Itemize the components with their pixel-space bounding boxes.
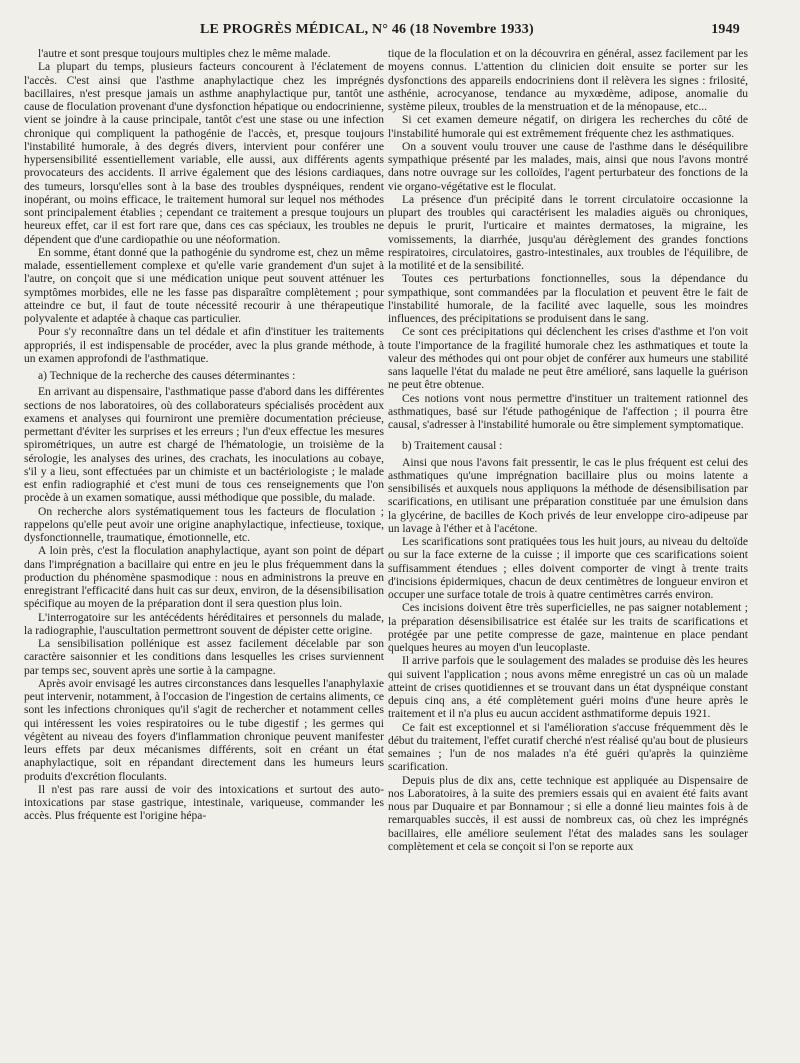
page-number: 1949 (711, 22, 740, 37)
paragraph: Il n'est pas rare aussi de voir des intoxications et surtout des auto-intoxications par stase gastrique, intestinale, variqueuse, commander les accès. Plus fréquente est l'origine hépa- (24, 783, 384, 823)
paragraph: Ce sont ces précipitations qui déclenchent les crises d'asthme et l'on voit toute l'importance de la fragilité humorale chez les asthmatiques et toute la valeur des méthodes qui ont pour objet de conférer aux humeurs une stabilité sans laquelle l'état du malade ne peut être amélioré, sans laquelle la guérison ne peut être obtenue. (388, 326, 748, 392)
paragraph: Les scarifications sont pratiquées tous les huit jours, au niveau du deltoïde ou sur la face externe de la cuisse ; il importe que ces scarifications soient suffisamment étendues ; elles doivent comporter de vingt à trente traits d'incisions épidermiques, chacun de deux centimètres de longueur environ et occuper une surface totale de trois à quatre centimètres carrés environ. (388, 536, 748, 601)
paragraph: Toutes ces perturbations fonctionnelles, sous la dépendance du sympathique, sont commandées par la floculation et peuvent être le fait de l'instabilité humorale, de la facilité avec laquelle, sous les moindres influences, des précipitations se produisent dans le sang. (388, 273, 748, 325)
paragraph: La sensibilisation pollénique est assez facilement décelable par son caractère saisonnier et les conditions dans lesquelles les crises surviennent par temps sec, souvent après une sortie à la campagne. (24, 638, 384, 677)
paragraph: Après avoir envisagé les autres circonstances dans lesquelles l'anaphylaxie peut intervenir, notamment, à l'occasion de l'ingestion de certains aliments, ce sont les infections chroniques qu'il s'agit de rechercher et notamment celles qui intéressent les voies respiratoires ou le tube digestif ; les germes qui végètent au niveau des foyers d'inflammation chronique peuvent manifester leurs effets par deux mécanismes différents, soit en créant un état anaphylactique, soit en répandant directement dans les humeurs leurs produits d'excrétion floculants. (24, 677, 384, 783)
paragraph: En arrivant au dispensaire, l'asthmatique passe d'abord dans les différentes sections de nos laboratoires, où des collaborateurs spécialisés procèdent aux examens et analyses qui fourniront une première documentation précieuse, permettant d'éviter les surprises et les erreurs ; l'un d'eux effectue les mesures spirométriques, un autre est chargé de l'hématologie, un troisième de la sérologie, les analyses des urines, des crachats, les inoculations au cobaye, s'il y a lieu, sont effectuées par un chimiste et un bactériologiste ; le malade est enfin radiographié et c'est muni de tous ces renseignements que l'on procède à un examen somatique, aussi méthodique que possible, du malade. (24, 386, 384, 505)
paragraph: L'interrogatoire sur les antécédents héréditaires et personnels du malade, la radiographie, l'auscultation permettront souvent de dépister cette origine. (24, 611, 384, 637)
paragraph: La plupart du temps, plusieurs facteurs concourent à l'éclatement de l'accès. C'est ainsi que l'asthme anaphylactique chez les imprégnés bacillaires, n'est presque jamais un asthme anaphylactique pur, tantôt une cause de floculation provenant d'une dysfonction hépatique ou endocrinienne, vient se joindre à la cause principale, tantôt c'est une stase ou une infection chronique qui compliquent la pathogénie de l'accès, et, presque toujours l'instabilité humorale, à des degrés divers, intervient pour conférer une hypersensibilité essentiellement variable, elle aussi, aux différents agents provocateurs des accidents. Il arrive également que des lésions cardiaques, des tumeurs, lorsqu'elles sont à la base des troubles dyspnéiques, rendent inopérant, ou moins efficace, le traitement humoral sur lequel nos méthodes sont principalement établies ; cependant ce traitement a presque toujours un heureux effet, car il est fort rare que, dans ces cas spéciaux, les troubles ne dépendent que d'une cardiopathie ou une néoformation. (24, 61, 384, 246)
section-heading: a) Technique de la recherche des causes déterminantes : (38, 370, 296, 382)
paragraph: Pour s'y reconnaître dans un tel dédale et afin d'instituer les traitements appropriés, il est indispensable de procéder, avec la plus grande méthode, à un examen approfondi de l'asthmatique. (24, 326, 384, 365)
paragraph: A loin près, c'est la floculation anaphylactique, ayant son point de départ dans l'imprégnation a bacillaire qui entre en jeu le plus fréquemment dans la production du phénomène spasmodique : nous en administrons la preuve en enregistrant l'efficacité dans huit cas sur deux, environ, de la désensibilisation spécifique au moyen de la préparation dont il sera question plus loin. (24, 545, 384, 611)
journal-title: LE PROGRÈS MÉDICAL, N° 46 (18 Novembre 1933) (200, 22, 534, 37)
paragraph: On recherche alors systématiquement tous les facteurs de floculation ; rappelons qu'elle peut avoir une origine anaphylactique, infectieuse, toxique, dysfonctionnelle, traumatique, émotionnelle, etc. (24, 505, 384, 544)
paragraph: tique de la floculation et on la découvrira en général, assez facilement par les moyens connus. L'attention du clinicien doit ensuite se porter sur les dysfonctions des appareils endocriniens dont il relèvera les signes : frilosité, asthénie, acrocyanose, tendance au myxœdème, adipose, anomalie du système pileux, troubles de la menstruation et de la ménopause, etc... (388, 48, 748, 113)
paragraph: l'autre et sont presque toujours multiples chez le même malade. (38, 48, 331, 60)
section-heading: b) Traitement causal : (402, 440, 503, 453)
paragraph: La présence d'un précipité dans le torrent circulatoire occasionne la plupart des troubles qui caractérisent les maladies aiguës ou chroniques, depuis le prurit, l'urticaire et maintes dermatoses, la migraine, les vomissements, la diarrhée, jusqu'au dérèglement des grandes fonctions respiratoires, circulatoires, gastro-intestinales, aux troubles de l'équilibre, de la motilité et de la sensibilité. (388, 193, 748, 272)
paragraph: Il arrive parfois que le soulagement des malades se produise dès les heures qui suivent l'application ; nous avons même enregistré un cas où un malade atteint de crises quotidiennes et se trouvant dans un état dyspnéique constant depuis cinq ans, a été complètement guéri moins d'une heure après le traitement et il n'a plus eu aucun accident asthmatiforme depuis 1921. (388, 655, 748, 721)
paragraph: En somme, étant donné que la pathogénie du syndrome est, chez un même malade, essentiellement complexe et qu'elle varie grandement d'un sujet à l'autre, on conçoit que si une médication unique peut souvent atténuer les symptômes morbides, elle ne les fasse pas disparaître complètement ; pour atteindre ce but, il faut de toute nécessité recourir à une thérapeutique polyvalente et adaptée à chaque cas particulier. (24, 246, 384, 325)
paragraph: On a souvent voulu trouver une cause de l'asthme dans le déséquilibre sympathique présenté par les malades, mais, ainsi que nous l'avons montré dans notre ouvrage sur les colloïdes, l'agent perturbateur des fonctions de la vie organo-végétative est le floculat. (388, 140, 748, 193)
right-column (388, 48, 748, 854)
paragraph: Depuis plus de dix ans, cette technique est appliquée au Dispensaire de nos Laboratoires, à la suite des premiers essais qui en avaient été faits avant nous par Duquaire et par Bonnamour ; si elle a donné lieu maintes fois à de remarquables succès, il est aussi de nombreux cas, où chez les imprégnés bacillaires, elle améliore seulement l'état des malades sans les soulager complètement et cela se conçoit si l'on se reporte aux (388, 774, 748, 853)
paragraph: Ces incisions doivent être très superficielles, ne pas saigner notablement ; la préparation désensibilisatrice est étalée sur les traits de scarifications et protégée par une petite compresse de gaze, maintenue en place pendant quelques heures au moyen d'un leucoplaste. (388, 602, 748, 654)
running-header (200, 22, 740, 42)
paragraph: Ce fait est exceptionnel et si l'amélioration s'accuse fréquemment dès le début du traitement, l'effet curatif cherché n'est réalisé qu'au bout de plusieurs semaines ; l'un de nos malades n'a été guéri qu'après la quinzième scarification. (388, 721, 748, 774)
paragraph: Ainsi que nous l'avons fait pressentir, le cas le plus fréquent est celui des asthmatiques qu'une imprégnation bacillaire plus ou moins latente a sensibilisés et auxquels nous appliquons la méthode de désensibilisation par scarifications, en utilisant une préparation constituée par une émulsion dans la glycérine, de bacilles de Koch privés de leur enveloppe ciro-adipeuse par un lavage à l'éther et à l'acétone. (388, 456, 748, 535)
left-column (24, 48, 384, 824)
paragraph: Si cet examen demeure négatif, on dirigera les recherches du côté de l'instabilité humorale qui est extrêmement fréquente chez les asthmatiques. (388, 114, 748, 140)
paragraph: Ces notions vont nous permettre d'instituer un traitement rationnel des asthmatiques, basé sur l'étude pathogénique de l'affection ; il pourra être causal, s'adresser à l'instabilité humorale ou être simplement symptomatique. (388, 392, 748, 431)
